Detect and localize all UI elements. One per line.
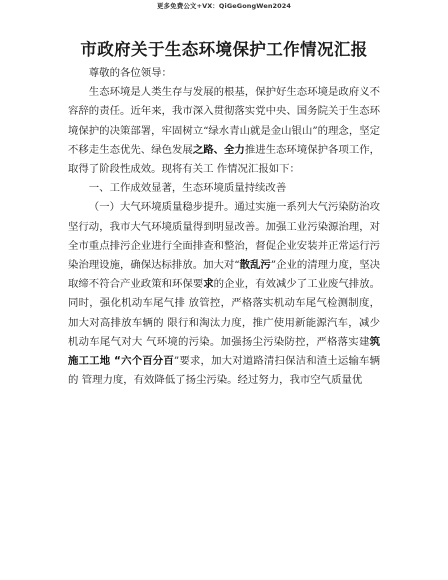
- paragraph-air-text-c: ”企业的清理力度，坚决取缔不符合产业政策和环保要: [68, 259, 381, 291]
- section-heading-1: 一、工作成效显著，生态环境质量持续改善: [88, 182, 287, 195]
- document-title: 市政府关于生态环境保护工作情况汇报: [80, 40, 368, 59]
- document-body: [68, 64, 380, 390]
- paragraph-air-text-e: 的企业，有效减少了工业废气排放。同时，强化机动车尾气排 放管控，严格落实机动车尾气检测制度，加大对高排放车辆的 限行和淘汰力度，推广使用新能源汽车，减少机动车尾气对大 气环境的污染。加强扬尘污染防控，严格落实建: [68, 278, 381, 348]
- paragraph-air-quality: [68, 198, 380, 390]
- header-note: 更多免费公文+VX：QiGeGongWen2024: [156, 2, 292, 10]
- paragraph-air-emphasis-1: 散乱污: [239, 259, 271, 272]
- paragraph-air-emphasis-2: 求: [203, 278, 214, 291]
- paragraph-intro-emphasis: 之路、全力: [192, 143, 245, 156]
- paragraph-air-text-g: ”要求，加大对道路清扫保洁和渣土运输车辆的 管理力度，有效降低了扬尘污染。经过努力，我市空气质量优: [68, 355, 380, 387]
- paragraph-air-emphasis-3: 筑施工工地 “六个百分百: [68, 335, 380, 368]
- paragraph-intro: [68, 83, 380, 179]
- paragraph-intro-text-a: 生态环境是人类生存与发展的根基，保护好生态环境是政府义不容辞的责任。近年来，我市深入贯彻落实党中央、国务院关于生态环境保护的决策部署，牢固树立“绿水青山就是金山银山”的理念，坚定不移走生态优先、绿色发展: [68, 86, 380, 156]
- paragraph-intro-text-c: 推进生态环境保护各项工作，取得了阶段性成效。现将有关工 作情况汇报如下：: [68, 143, 381, 176]
- greeting: 尊敬的各位领导：: [88, 67, 172, 79]
- paragraph-air-text-a: （一）大气环境质量稳步提升。通过实施一系列大气污染防治攻坚行动，我市大气环境质量得到明显改善。加强工业污染源治理，对全市重点排污企业进行全面排查和整治，督促企业安装并正常运行污染治理设施，确保达标排放。加大对“: [68, 201, 380, 272]
